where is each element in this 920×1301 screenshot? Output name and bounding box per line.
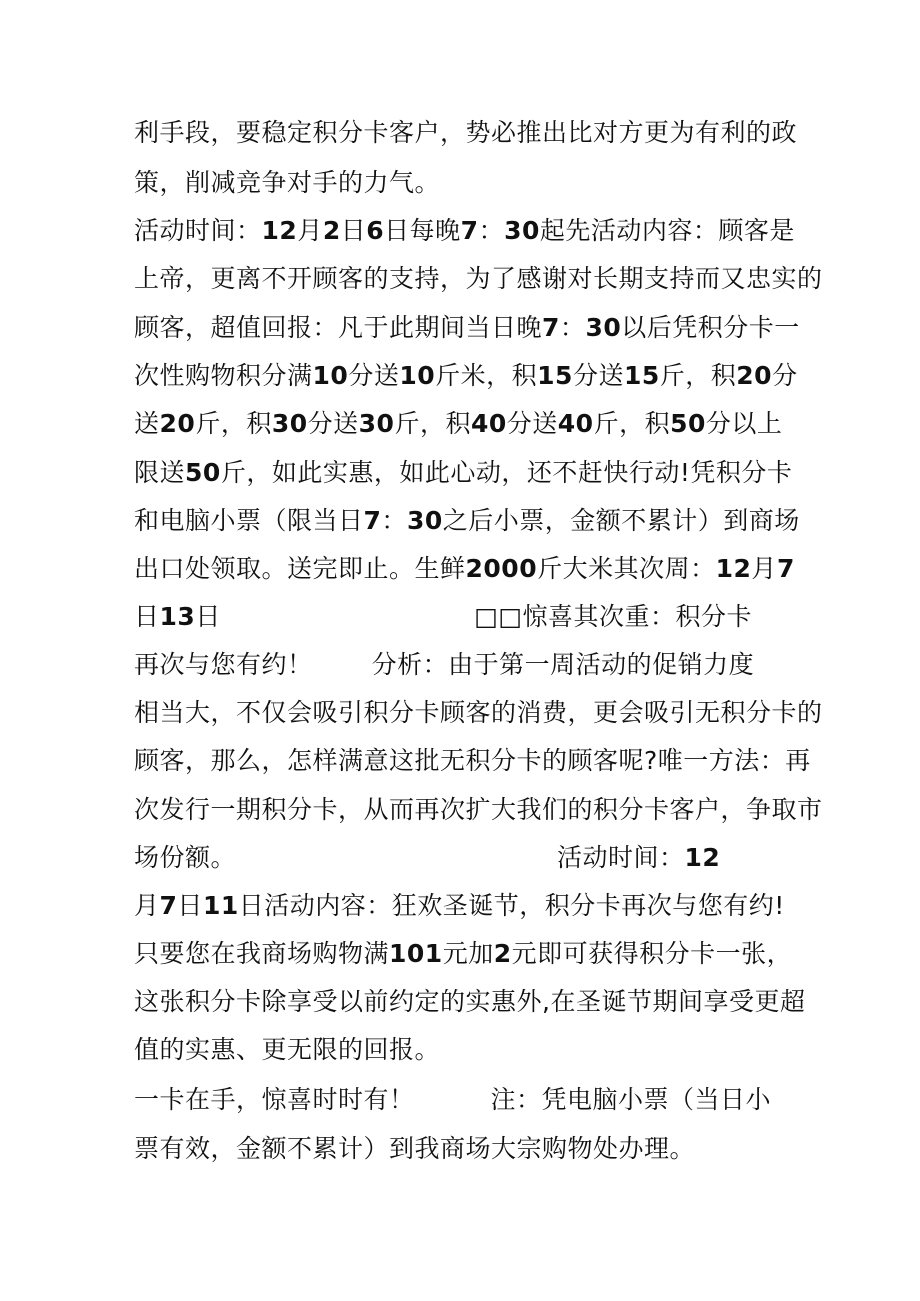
text-line: 一卡在手，惊喜时时有！ 注：凭电脑小票（当日小 xyxy=(134,1085,772,1114)
text-line: 值的实惠、更无限的回报。 xyxy=(134,1035,441,1064)
text-line: 月7日11日活动内容：狂欢圣诞节，积分卡再次与您有约! xyxy=(134,891,785,920)
text-line: 出口处领取。送完即止。生鲜2000斤大米其次周：12月7 xyxy=(134,554,795,583)
text-line: 利手段，要稳定积分卡客户，势必推出比对方更为有利的政 xyxy=(134,118,798,147)
text-line: 这张积分卡除享受以前约定的实惠外,在圣诞节期间享受更超 xyxy=(134,987,806,1016)
text-line: 次发行一期积分卡，从而再次扩大我们的积分卡客户，争取市 xyxy=(134,795,823,824)
text-line: 上帝，更离不开顾客的支持，为了感谢对长期支持而又忠实的 xyxy=(134,264,823,293)
text-line: 只要您在我商场购物满101元加2元即可获得积分卡一张， xyxy=(134,939,793,968)
text-line: 顾客，超值回报：凡于此期间当日晚7：30以后凭积分卡一 xyxy=(134,313,800,342)
text-line: 限送50斤，如此实惠，如此心动，还不赶快行动!凭积分卡 xyxy=(134,458,793,487)
text-line: 票有效，金额不累计）到我商场大宗购物处办理。 xyxy=(134,1134,696,1163)
text-line: 和电脑小票（限当日7：30之后小票，金额不累计）到商场 xyxy=(134,506,800,535)
text-line: 顾客，那么，怎样满意这批无积分卡的顾客呢?唯一方法：再 xyxy=(134,746,811,775)
text-line: 相当大，不仅会吸引积分卡顾客的消费，更会吸引无积分卡的 xyxy=(134,698,823,727)
text-line: 活动时间：12月2日6日每晚7：30起先活动内容：顾客是 xyxy=(134,216,795,245)
text-line: 策，削减竞争对手的力气。 xyxy=(134,168,441,197)
text-line: 场份额。 活动时间：12 xyxy=(134,843,721,872)
text-line: 送20斤，积30分送30斤，积40分送40斤，积50分以上 xyxy=(134,409,783,438)
text-line: 日13日 □□惊喜其次重：积分卡 xyxy=(134,602,752,631)
text-line: 再次与您有约！ 分析：由于第一周活动的促销力度 xyxy=(134,650,755,679)
text-line: 次性购物积分满10分送10斤米，积15分送15斤，积20分 xyxy=(134,361,798,390)
